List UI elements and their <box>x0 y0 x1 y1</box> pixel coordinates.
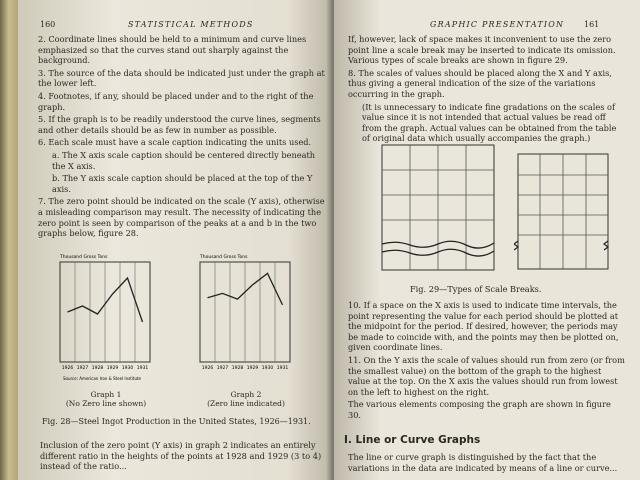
paragraph: 6. Each scale must have a scale caption indicating the units used. <box>38 137 312 148</box>
left-page <box>18 0 336 480</box>
left-page-number: 160 <box>40 20 56 29</box>
right-text-top <box>348 34 626 146</box>
left-running-head: STATISTICAL METHODS <box>128 20 254 29</box>
x-tick-label: 1930 <box>121 366 134 371</box>
figure-29-caption: Fig. 29—Types of Scale Breaks. <box>410 284 542 294</box>
right-running-head: GRAPHIC PRESENTATION <box>430 20 565 29</box>
graph-2 <box>178 250 298 400</box>
paragraph: The various elements composing the graph are shown in figure 30. <box>348 399 611 420</box>
x-tick-label: 1929 <box>106 366 119 371</box>
right-page-number: 161 <box>584 20 600 29</box>
x-tick-label: 1926 <box>61 366 74 371</box>
paragraph: 4. Footnotes, if any, should be placed under and to the right of the graph. <box>38 90 314 112</box>
graph1-source-note: Source: American Iron & Steel Institute <box>62 376 142 381</box>
paragraph: 3. The source of the data should be indicated just under the graph at the lower left. <box>38 67 325 89</box>
graph2-caption <box>196 390 296 408</box>
paragraph: 5. If the graph is to be readily understood the curve lines, segments and other details should be as few in number as possible. <box>38 114 321 135</box>
paragraph: If, however, lack of space makes it inconvenient to use the zero point line a scale break may be inserted to indicate its omission. Various types of scale breaks are shown in figure 29. <box>348 34 616 66</box>
zigzag-break-right <box>604 241 608 250</box>
x-tick-label: 1927 <box>216 366 229 371</box>
x-tick-label: 1926 <box>201 366 214 371</box>
x-tick-label: 1928 <box>231 366 244 371</box>
figure-28-caption: Fig. 28—Steel Ingot Production in the United States, 1926—1931. <box>42 417 311 426</box>
x-tick-label: 1930 <box>261 366 274 371</box>
graph2-caption-title: Graph 2 <box>230 390 262 399</box>
paragraph: (It is unnecessary to indicate fine gradations on the scales of value since it is not intended that actual values be read off from the graph. Actual values can be obtained from the table of original data which usually accompanies the graph.) <box>362 101 617 144</box>
zigzag-break-left <box>514 241 518 250</box>
paragraph: Inclusion of the zero point (Y axis) in graph 2 indicates an entirely different ratio in the heights of the points at 1928 and 1929 (3 to 4) instead of the ratio... <box>40 440 322 472</box>
x-tick-label: 1931 <box>276 366 289 371</box>
left-text-block <box>38 34 328 241</box>
scale-break-figure-2 <box>514 150 614 275</box>
x-tick-label: 1929 <box>246 366 259 371</box>
paragraph: The line or curve graph is distinguished by the fact that the variations in the data are indicated by means of a line or curve... <box>348 452 618 473</box>
x-tick-label: 1928 <box>91 366 104 371</box>
graph1-caption <box>56 390 156 408</box>
paragraph: 10. If a space on the X axis is used to indicate time intervals, the point representing the value for each period should be plotted at the midpoint for the period. If desired, however, the periods may be made to coincide with, and the points may then be plotted on, given coordinate lines. <box>348 300 619 353</box>
graph2-caption-subtitle: (Zero line indicated) <box>207 399 285 408</box>
grid-lines <box>382 145 494 270</box>
paragraph: 2. Coordinate lines should be held to a minimum and curve lines emphasized so that the curves stand out sharply against the background. <box>38 34 307 66</box>
x-tick-label: 1931 <box>136 366 149 371</box>
graph1-x-ticks <box>62 365 149 371</box>
paragraph: 7. The zero point should be indicated on the scale (Y axis), otherwise a misleading comparison may result. The necessity of indicating the zero point is seen by comparison of the peaks at a and b in the two graphs below, figure 28. <box>38 196 325 239</box>
paragraph: b. The Y axis scale caption should be placed at the top of the Y axis. <box>52 173 313 194</box>
graph-1 <box>40 250 160 400</box>
grid-lines <box>518 154 608 269</box>
graph1-gridlines <box>75 262 135 362</box>
right-page <box>334 0 640 480</box>
section-heading: I. Line or Curve Graphs <box>344 434 481 446</box>
graph2-gridlines <box>215 262 275 362</box>
graph1-caption-title: Graph 1 <box>90 390 122 399</box>
graph2-y-caption: Thousand Gross Tons <box>200 255 248 260</box>
scale-break-figure-1 <box>374 140 504 280</box>
graph1-y-caption: Thousand Gross Tons <box>60 255 108 260</box>
paragraph: a. The X axis scale caption should be centered directly beneath the X axis. <box>52 149 316 171</box>
x-tick-label: 1927 <box>76 366 89 371</box>
graph2-x-ticks <box>202 365 289 371</box>
right-text-bottom <box>348 300 626 423</box>
paragraph: 8. The scales of values should be placed along the X and Y axis, thus giving a general indication of the size of the variations occurring in the graph. <box>348 67 612 99</box>
paragraph: 11. On the Y axis the scale of values should run from zero (or from the smallest value) on the bottom of the graph to the highest value at the top. On the X axis the values should run from lowest on the left to highest on the right. <box>348 354 625 397</box>
graph1-caption-subtitle: (No Zero line shown) <box>65 399 147 408</box>
